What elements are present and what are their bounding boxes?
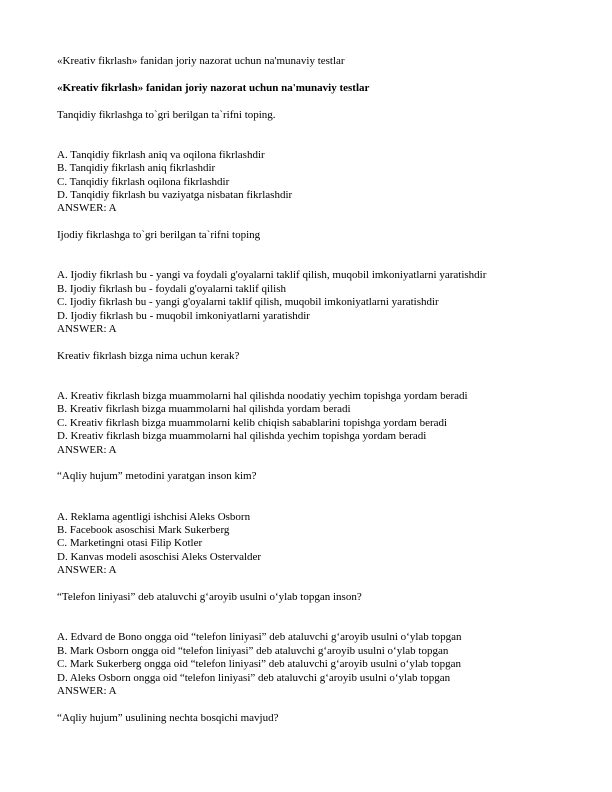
answer-line: ANSWER: A [57, 323, 117, 336]
options-list [57, 269, 576, 336]
options-list [57, 390, 576, 457]
answer-option: C. Tanqidiy fikrlash oqilona fikrlashdir [57, 175, 230, 188]
answer-option: D. Ijodiy fikrlash bu - muqobil imkoniyatlarni yaratishdir [57, 309, 310, 322]
question-text: “Aqliy hujum” metodini yaratgan inson kim? [57, 470, 257, 483]
options-list [57, 149, 576, 216]
question-block [57, 712, 576, 725]
question-text: Ijodiy fikrlashga to`gri berilgan ta`rifni toping [57, 229, 261, 242]
question-text: Tanqidiy fikrlashga to`gri berilgan ta`rifni toping. [57, 108, 276, 121]
answer-line: ANSWER: A [57, 443, 117, 456]
answer-option: B. Facebook asoschisi Mark Sukerberg [57, 524, 230, 537]
answer-option: C. Kreativ fikrlash bizga muammolarni kelib chiqish sabablarini topishga yordam beradi [57, 416, 448, 429]
question-block [57, 109, 576, 216]
answer-option: D. Aleks Osborn ongga oid “telefon liniyasi” deb ataluvchi g‘aroyib usulni o‘ylab topgan [57, 671, 451, 684]
answer-option: C. Marketingni otasi Filip Kotler [57, 537, 203, 550]
question-text: “Aqliy hujum” usulining nechta bosqichi mavjud? [57, 711, 279, 724]
answer-option: C. Ijodiy fikrlash bu - yangi g'oyalarni taklif qilish, muqobil imkoniyatlarni yaratishdir [57, 296, 439, 309]
answer-option: D. Kreativ fikrlash bizga muammolarni hal qilishda yechim topishga yordam beradi [57, 430, 427, 443]
answer-line: ANSWER: A [57, 564, 117, 577]
options-list [57, 511, 576, 578]
answer-option: C. Mark Sukerberg ongga oid “telefon liniyasi” deb ataluvchi g‘aroyib usulni o‘ylab topgan [57, 658, 461, 671]
question-block [57, 350, 576, 457]
answer-option: B. Tanqidiy fikrlash aniq fikrlashdir [57, 162, 216, 175]
answer-option: D. Tanqidiy fikrlash bu vaziyatga nisbatan fikrlashdir [57, 189, 293, 202]
answer-line: ANSWER: A [57, 684, 117, 697]
answer-option: A. Reklama agentligi ishchisi Aleks Osborn [57, 510, 251, 523]
answer-option: A. Edvard de Bono ongga oid “telefon liniyasi” deb ataluvchi g‘aroyib usulni o‘ylab topgan [57, 631, 462, 644]
document-header: «Kreativ fikrlash» fanidan joriy nazorat uchun na'munaviy testlar [57, 55, 345, 67]
question-text: Kreativ fikrlash bizga nima uchun kerak? [57, 349, 240, 362]
question-block [57, 470, 576, 577]
answer-option: A. Ijodiy fikrlash bu - yangi va foydali g'oyalarni taklif qilish, muqobil imkoniyatlarni yaratishdir [57, 269, 487, 282]
answer-option: B. Kreativ fikrlash bizga muammolarni hal qilishda yordam beradi [57, 403, 351, 416]
question-block [57, 591, 576, 698]
options-list [57, 631, 576, 698]
answer-line: ANSWER: A [57, 202, 117, 215]
answer-option: B. Mark Osborn ongga oid “telefon liniyasi” deb ataluvchi g‘aroyib usulni o‘ylab topgan [57, 644, 449, 657]
answer-option: A. Tanqidiy fikrlash aniq va oqilona fikrlashdir [57, 148, 265, 161]
question-block [57, 229, 576, 336]
question-text: “Telefon liniyasi” deb ataluvchi g‘aroyib usulni o‘ylab topgan inson? [57, 591, 362, 604]
answer-option: D. Kanvas modeli asoschisi Aleks Ostervalder [57, 550, 262, 563]
answer-option: B. Ijodiy fikrlash bu - foydali g'oyalarni taklif qilish [57, 282, 286, 295]
document-title: «Kreativ fikrlash» fanidan joriy nazorat uchun na'munaviy testlar [57, 81, 370, 94]
answer-option: A. Kreativ fikrlash bizga muammolarni hal qilishda noodatiy yechim topishga yordam beradi [57, 390, 468, 403]
